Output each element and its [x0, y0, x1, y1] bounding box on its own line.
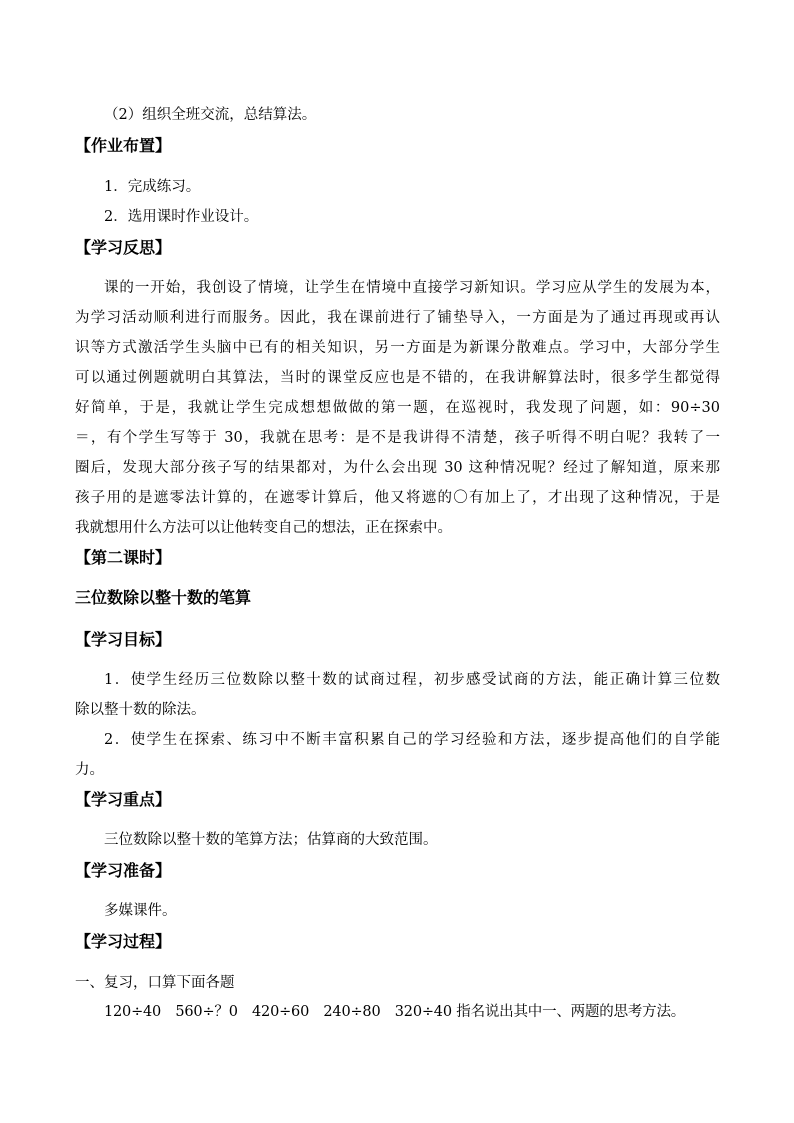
- goal-2-line-2: 力。: [75, 762, 104, 778]
- prep-text: 多媒课件。: [104, 903, 177, 919]
- reflection-line-6: ＝，有个学生写等于 30，我就在思考：是不是我讲得不清楚，孩子听得不明白呢？我转了一: [75, 430, 720, 446]
- focus-text: 三位数除以整十数的笔算方法；估算商的大致范围。: [104, 832, 438, 848]
- review-title: 一、复习，口算下面各题: [75, 975, 235, 991]
- reflection-line-1: 课的一开始，我创设了情境，让学生在情境中直接学习新知识。学习应从学生的发展为本，: [104, 280, 720, 296]
- reflection-line-3: 识等方式激活学生头脑中已有的相关知识，另一方面是为新课分散难点。学习中，大部分学生: [75, 340, 720, 356]
- homework-item-2: 2．选用课时作业设计。: [104, 209, 259, 225]
- reflection-line-4: 可以通过例题就明白其算法，当时的课堂反应也是不错的，在我讲解算法时，很多学生都觉得: [75, 370, 720, 386]
- reflection-line-2: 为学习活动顺利进行而服务。因此，我在课前进行了铺垫导入，一方面是为了通过再现或再认: [75, 310, 720, 326]
- goal-1-line-2: 除以整十数的除法。: [75, 702, 206, 718]
- reflection-heading: 【学习反思】: [75, 238, 172, 257]
- prep-heading: 【学习准备】: [75, 861, 172, 880]
- reflection-line-5: 好简单，于是，我就让学生完成想想做做的第一题，在巡视时，我发现了问题，如：90÷30: [75, 400, 720, 416]
- second-lesson-heading: 【第二课时】: [75, 548, 172, 567]
- homework-heading: 【作业布置】: [75, 136, 172, 155]
- focus-heading: 【学习重点】: [75, 790, 172, 809]
- review-problems: 120÷40 560÷？0 420÷60 240÷80 320÷40 指名说出其中一、两题的思考方法。: [104, 1004, 686, 1020]
- goals-heading: 【学习目标】: [75, 630, 172, 649]
- process-heading: 【学习过程】: [75, 932, 172, 951]
- step-2-text: （2）组织全班交流，总结算法。: [104, 107, 317, 123]
- reflection-line-7: 圈后，发现大部分孩子写的结果都对，为什么会出现 30 这种情况呢？经过了解知道，原来那: [75, 460, 720, 476]
- homework-item-1: 1．完成练习。: [104, 179, 201, 195]
- reflection-line-8: 孩子用的是遮零法计算的，在遮零计算后，他又将遮的〇有加上了，才出现了这种情况，于是: [75, 490, 720, 506]
- goal-2-line-1: 2．使学生在探索、练习中不断丰富积累自己的学习经验和方法，逐步提高他们的自学能: [104, 732, 720, 748]
- goal-1-line-1: 1．使学生经历三位数除以整十数的试商过程，初步感受试商的方法，能正确计算三位数: [104, 672, 720, 688]
- lesson-title: 三位数除以整十数的笔算: [75, 588, 252, 607]
- reflection-line-9: 我就想用什么方法可以让他转变自己的想法，正在探索中。: [75, 520, 452, 536]
